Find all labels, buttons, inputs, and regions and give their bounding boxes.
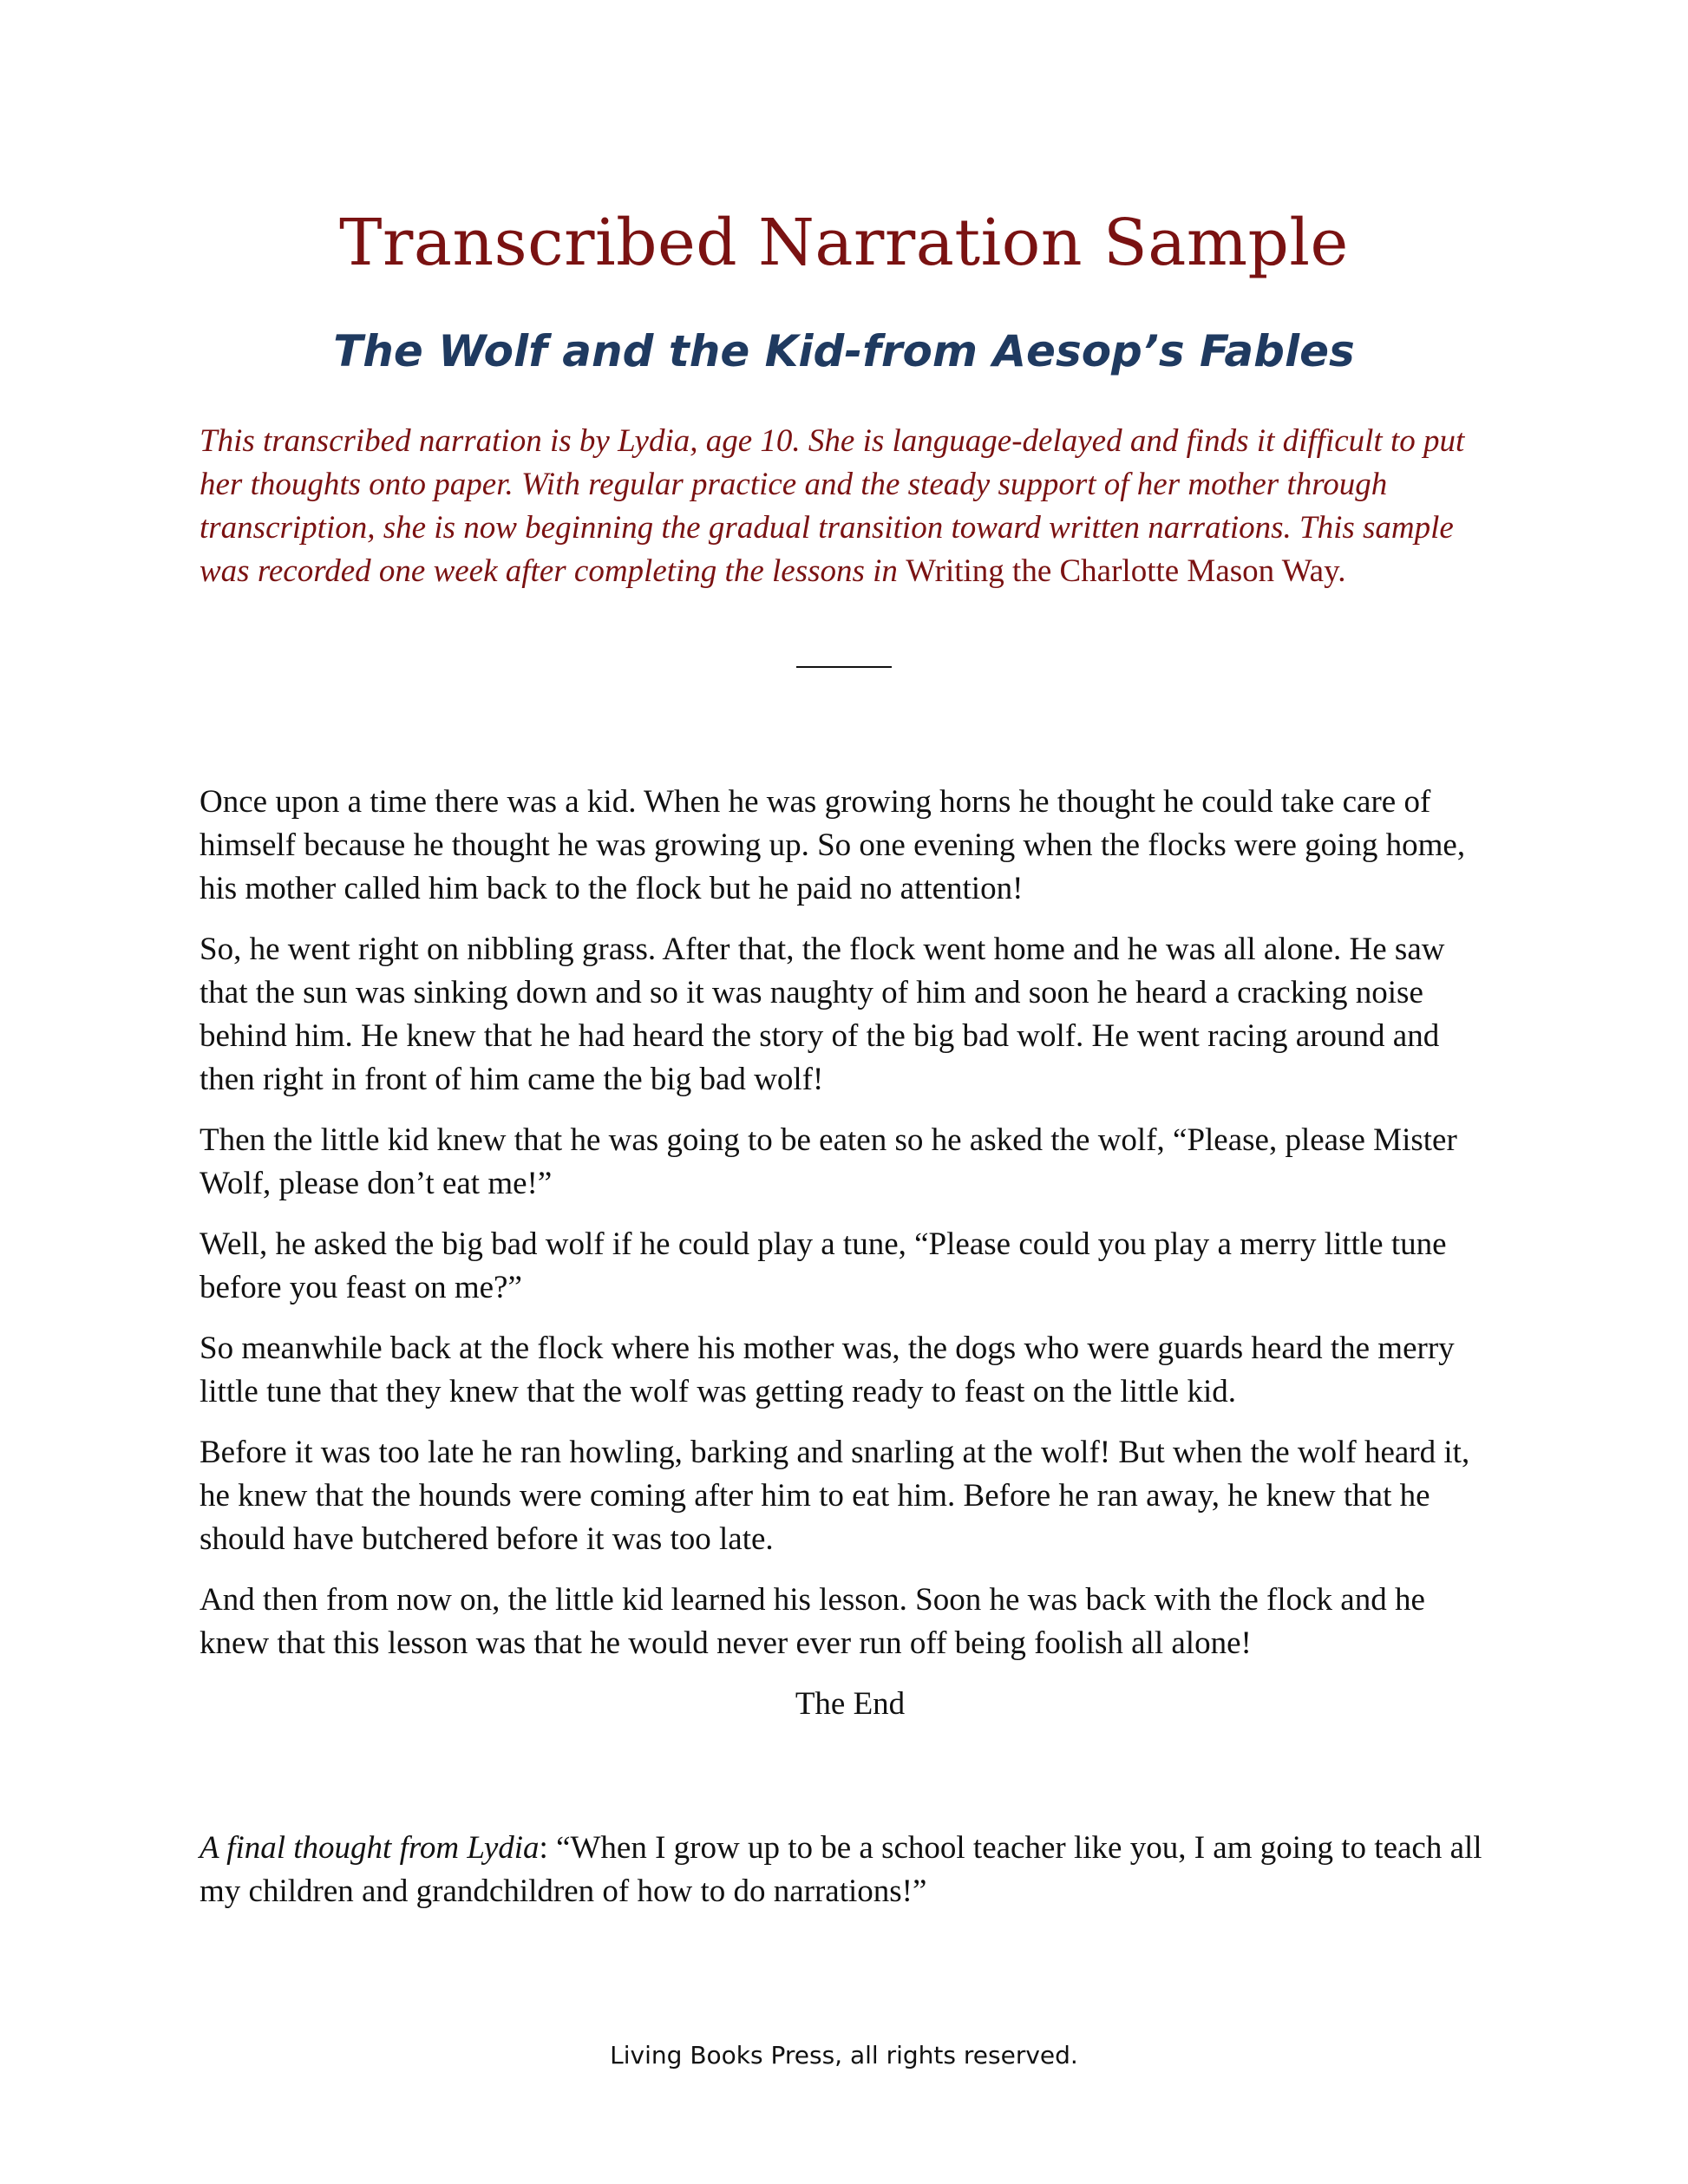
intro-book-title: Writing the Charlotte Mason Way.: [906, 553, 1346, 589]
story-paragraph: And then from now on, the little kid learned his lesson. Soon he was back with the flock and he knew that this lesson was that he would never ever run off being foolish all alone!: [200, 1582, 1425, 1661]
story-paragraph: Before it was too late he ran howling, barking and snarling at the wolf! But when the wolf heard it, he knew that the hounds were coming after him to eat him. Before he ran away, he knew that he should have butchered before it was too late.: [200, 1435, 1470, 1557]
story-paragraph: So, he went right on nibbling grass. After that, the flock went home and he was all alone. He saw that the sun was sinking down and so it was naughty of him and soon he heard a cracking noise behind him. He knew that he had heard the story of the big bad wolf. He went racing around and then right in front of him came the big bad wolf!: [200, 932, 1445, 1097]
intro-paragraph: [200, 420, 1501, 593]
intro-text: This transcribed narration is by Lydia, age 10. She is language-delayed and finds it difficult to put her thoughts onto paper. With regular practice and the steady support of her mother through transcription, she is now beginning the gradual transition toward written narrations. This sample was recorded one week after completing the lessons in: [200, 423, 1465, 589]
page-footer: Living Books Press, all rights reserved.: [610, 2041, 1078, 2070]
final-thought: [200, 1827, 1501, 1913]
section-divider: [796, 666, 892, 668]
page-subtitle: The Wolf and the Kid-from Aesop’s Fables: [333, 326, 1355, 376]
story-body: [200, 781, 1501, 1743]
story-ending: The End: [795, 1686, 906, 1722]
final-thought-label: A final thought from Lydia: [200, 1830, 540, 1866]
story-paragraph: Then the little kid knew that he was going to be eaten so he asked the wolf, “Please, please Mister Wolf, please don’t eat me!”: [200, 1122, 1457, 1201]
story-paragraph: Well, he asked the big bad wolf if he could play a tune, “Please could you play a merry little tune before you feast on me?”: [200, 1226, 1447, 1305]
final-thought-text: : “When I grow up to be a school teacher like you, I am going to teach all my children and grandchildren of how to do narrations!”: [200, 1830, 1482, 1909]
story-paragraph: So meanwhile back at the flock where his mother was, the dogs who were guards heard the merry little tune that they knew that the wolf was getting ready to feast on the little kid.: [200, 1331, 1455, 1409]
page-title: Transcribed Narration Sample: [339, 206, 1349, 280]
story-paragraph: Once upon a time there was a kid. When he was growing horns he thought he could take care of himself because he thought he was growing up. So one evening when the flocks were going home, his mother called him back to the flock but he paid no attention!: [200, 784, 1466, 906]
